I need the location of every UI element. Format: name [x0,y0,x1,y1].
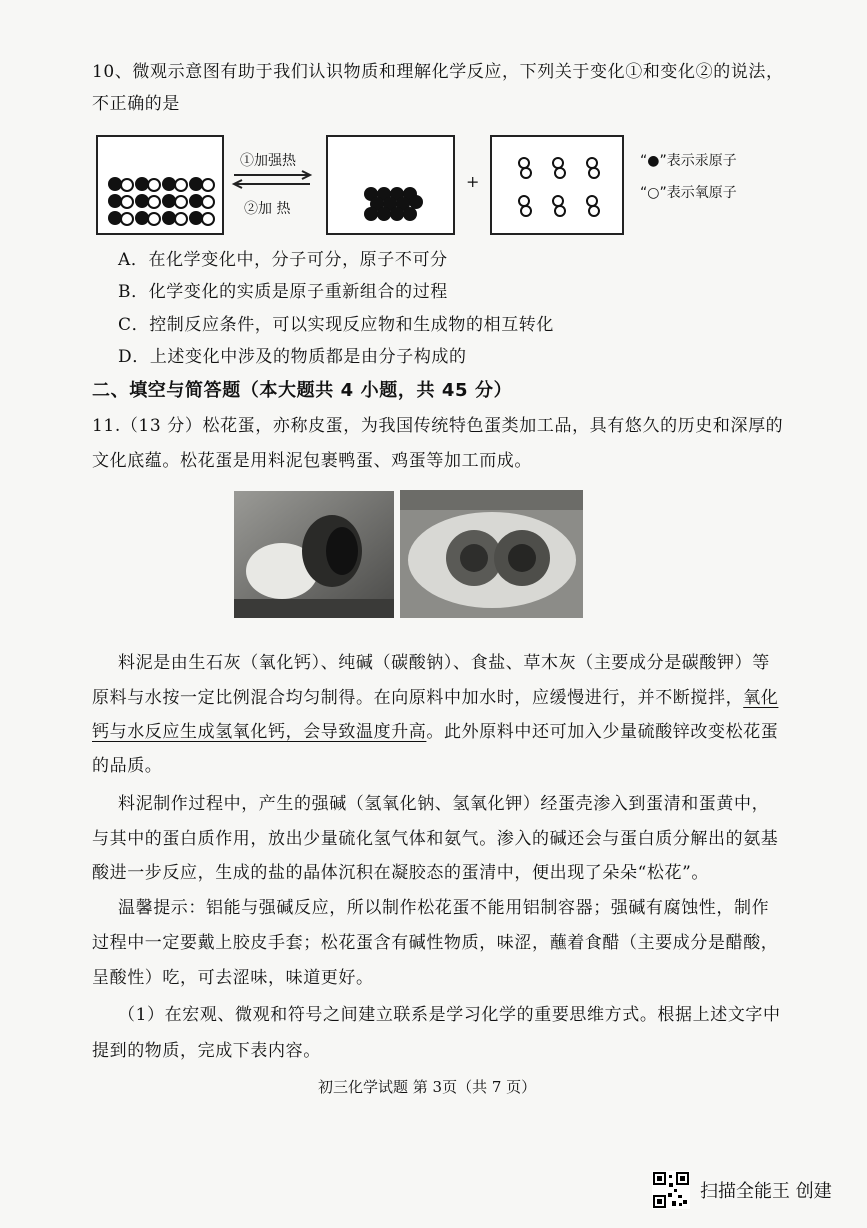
oxygen-atom [201,178,215,192]
diagram-oxygen-box [490,135,624,235]
q11-intro-line1: 11.（13 分）松花蛋，亦称皮蛋，为我国传统特色蛋类加工品，具有悠久的历史和深厚的 [92,416,784,436]
sub1-line2: 提到的物质，完成下表内容。 [92,1041,321,1061]
section-2-title: 二、填空与简答题（本大题共 4 小题，共 45 分） [92,380,513,401]
q10-option-b: B．化学变化的实质是原子重新组合的过程 [118,282,448,302]
p1-line3 [92,720,778,744]
oxygen-atom [520,167,532,179]
p1-line4: 的品质。 [92,756,163,776]
mercury-atom [377,207,391,221]
oxygen-atom [174,178,188,192]
plus-sign: + [466,172,480,191]
mercury-atom [390,207,404,221]
q10-stem-line1: 10、微观示意图有助于我们认识物质和理解化学反应，下列关于变化①和变化②的说法， [92,62,784,82]
oxygen-atom [588,205,600,217]
oxygen-atom [120,195,134,209]
p3-line1: 温馨提示：铝能与强碱反应，所以制作松花蛋不能用铝制容器；强碱有腐蚀性，制作 [118,898,770,918]
page-footer: 初三化学试题 第 3页（共 7 页） [318,1078,537,1096]
q10-option-d: D．上述变化中涉及的物质都是由分子构成的 [118,347,467,367]
watermark-text: 扫描全能王 创建 [700,1181,832,1202]
diagram-mercury-box [326,135,455,235]
oxygen-atom [174,212,188,226]
p1-line3-text: 。此外原料中还可加入少量硫酸锌改变松花蛋 [426,722,779,742]
p3-line2: 过程中一定要戴上胶皮手套；松花蛋含有碱性物质，味涩，蘸着食醋（主要成分是醋酸， [92,933,779,953]
mercury-atom [364,207,378,221]
q11-intro-line2: 文化底蕴。松花蛋是用料泥包裹鸭蛋、鸡蛋等加工而成。 [92,451,532,471]
p1-line2-text: 原料与水按一定比例混合均匀制得。在向原料中加水时，应缓慢进行，并不断搅拌， [92,688,744,708]
q10-option-a: A．在化学变化中，分子可分，原子不可分 [118,250,448,270]
oxygen-atom [174,195,188,209]
p1-underlined-start: 氧化 [743,688,779,708]
oxygen-atom [147,178,161,192]
q10-stem-line2: 不正确的是 [92,94,180,114]
diagram-reactant-box [96,135,224,235]
oxygen-atom [588,167,600,179]
q10-option-c: C．控制反应条件，可以实现反应物和生成物的相互转化 [118,315,555,335]
p2-line2: 与其中的蛋白质作用，放出少量硫化氢气体和氨气。渗入的碱还会与蛋白质分解出的氨基 [92,829,779,849]
arrow-back-label: ②加 热 [244,201,291,217]
oxygen-atom [554,205,566,217]
qr-code-icon [652,1171,690,1209]
oxygen-atom [147,212,161,226]
oxygen-atom [120,178,134,192]
p1-line2 [92,686,778,710]
p2-line3: 酸进一步反应，生成的盐的晶体沉积在凝胶态的蛋清中，便出现了朵朵“松花”。 [92,863,709,883]
oxygen-atom [520,205,532,217]
arrow-forward-label: ①加强热 [240,153,296,169]
preserved-egg-photo-right [400,490,583,618]
reversible-arrows [230,170,315,190]
p2-line1: 料泥制作过程中，产生的强碱（氢氧化钠、氢氧化钾）经蛋壳渗入到蛋清和蛋黄中， [118,794,770,814]
mercury-atom [403,207,417,221]
p1-underlined-end: 钙与水反应生成氢氧化钙，会导致温度升高 [92,722,427,742]
oxygen-atom [201,212,215,226]
oxygen-atom [147,195,161,209]
preserved-egg-photo-left [234,491,394,618]
oxygen-atom [201,195,215,209]
scanner-watermark [652,1171,832,1209]
oxygen-atom [120,212,134,226]
sub1-line1: （1）在宏观、微观和符号之间建立联系是学习化学的重要思维方式。根据上述文字中 [118,1005,781,1025]
legend-mercury: “●”表示汞原子 [640,153,737,169]
p1-line1: 料泥是由生石灰（氧化钙）、纯碱（碳酸钠）、食盐、草木灰（主要成分是碳酸钾）等 [118,653,770,673]
legend-oxygen: “○”表示氧原子 [640,185,737,201]
p3-line3: 呈酸性）吃，可去涩味，味道更好。 [92,968,374,988]
oxygen-atom [554,167,566,179]
